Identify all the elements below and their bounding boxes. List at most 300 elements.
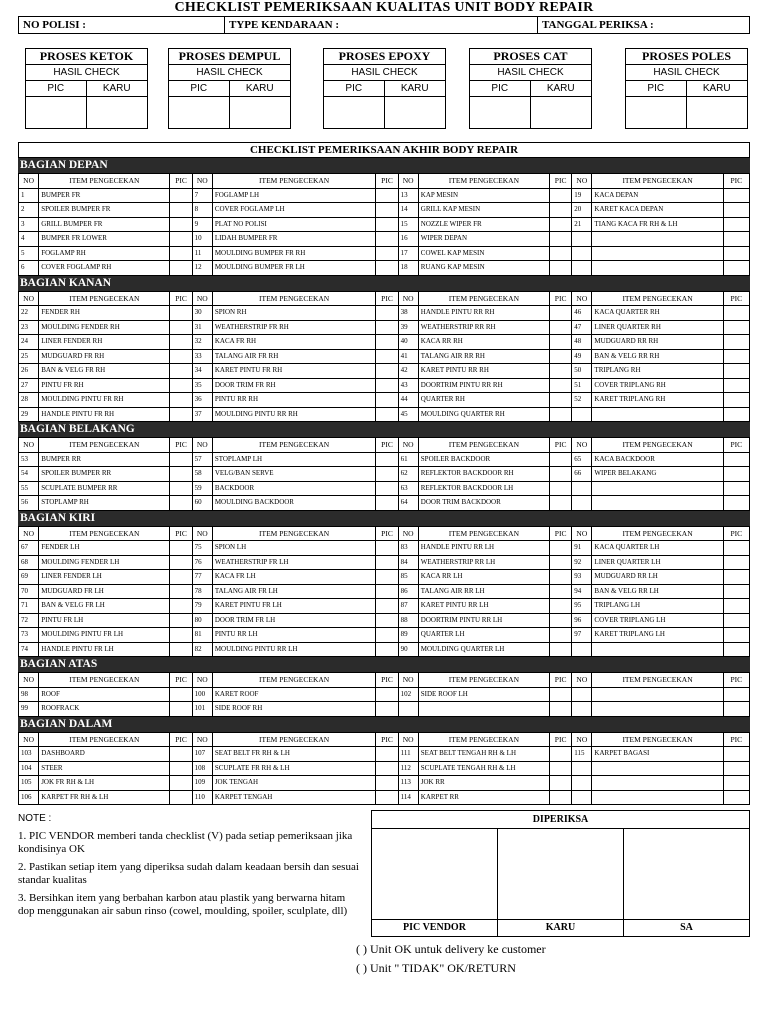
item-name: KACA QUARTER RH	[592, 306, 723, 321]
column-header-no: NO	[398, 291, 418, 306]
pic-check-cell[interactable]	[723, 320, 749, 335]
item-number: 78	[192, 584, 212, 599]
section-header-bagian-depan: BAGIAN DEPAN	[18, 158, 750, 173]
column-header-pic: PIC	[550, 438, 572, 453]
karu-sign-cell[interactable]	[230, 97, 291, 128]
item-number: 69	[19, 570, 39, 585]
item-name: MUDGUARD RR RH	[592, 335, 723, 350]
column-header-no: NO	[19, 291, 39, 306]
table-row	[19, 467, 750, 482]
pic-check-cell[interactable]	[170, 452, 192, 467]
pic-check-cell[interactable]	[723, 452, 749, 467]
item-number: 55	[19, 481, 39, 496]
pic-check-cell[interactable]	[170, 599, 192, 614]
item-number	[572, 761, 592, 776]
pic-check-cell[interactable]	[376, 349, 398, 364]
process-title: PROSES CAT	[470, 49, 591, 65]
item-number: 54	[19, 467, 39, 482]
item-number	[572, 702, 592, 717]
item-name: WIPER DEPAN	[418, 232, 549, 247]
pic-check-cell[interactable]	[170, 776, 192, 791]
pic-check-cell[interactable]	[376, 320, 398, 335]
diperiksa-title: DIPERIKSA	[372, 811, 749, 829]
pic-check-cell[interactable]	[550, 613, 572, 628]
column-header-item: ITEM PENGECEKAN	[212, 732, 376, 747]
pic-check-cell[interactable]	[376, 232, 398, 247]
pic-check-cell[interactable]	[723, 747, 749, 762]
item-name: KARPET TENGAH	[212, 790, 376, 805]
pic-check-cell[interactable]	[170, 407, 192, 422]
pic-check-cell[interactable]	[550, 790, 572, 805]
pic-sign-cell[interactable]	[26, 97, 87, 128]
item-name: ROOFRACK	[39, 702, 170, 717]
column-header-pic: PIC	[376, 673, 398, 688]
pic-check-cell	[723, 261, 749, 276]
pic-check-cell[interactable]	[723, 335, 749, 350]
pic-check-cell[interactable]	[550, 203, 572, 218]
table-row	[19, 790, 750, 805]
pic-check-cell[interactable]	[376, 203, 398, 218]
item-number: 68	[19, 555, 39, 570]
column-header-no: NO	[192, 174, 212, 189]
column-header-item: ITEM PENGECEKAN	[592, 291, 723, 306]
pic-check-cell[interactable]	[550, 349, 572, 364]
pic-check-cell[interactable]	[550, 188, 572, 203]
column-header-item: ITEM PENGECEKAN	[418, 438, 549, 453]
pic-check-cell[interactable]	[550, 452, 572, 467]
item-number: 2	[19, 203, 39, 218]
column-header-item: ITEM PENGECEKAN	[592, 438, 723, 453]
item-name: KAP MESIN	[418, 188, 549, 203]
proses-cat-box	[469, 48, 592, 129]
pic-check-cell[interactable]	[376, 364, 398, 379]
tanggal-periksa-field[interactable]: TANGGAL PERIKSA :	[542, 19, 654, 31]
item-name	[592, 790, 723, 805]
pic-check-cell[interactable]	[376, 496, 398, 511]
pic-check-cell	[723, 232, 749, 247]
hasil-check-label: HASIL CHECK	[626, 65, 747, 81]
item-name: COWEL KAP MESIN	[418, 246, 549, 261]
table-row	[19, 642, 750, 657]
item-name: HANDLE PINTU RR LH	[418, 541, 549, 556]
pic-check-cell[interactable]	[376, 452, 398, 467]
pic-check-cell[interactable]	[170, 378, 192, 393]
pic-check-cell[interactable]	[376, 378, 398, 393]
pic-check-cell[interactable]	[550, 642, 572, 657]
pic-check-cell[interactable]	[170, 349, 192, 364]
pic-check-cell[interactable]	[723, 570, 749, 585]
pic-check-cell[interactable]	[550, 776, 572, 791]
pic-check-cell[interactable]	[723, 467, 749, 482]
item-number: 32	[192, 335, 212, 350]
pic-check-cell[interactable]	[170, 393, 192, 408]
pic-check-cell[interactable]	[170, 335, 192, 350]
pic-check-cell[interactable]	[170, 555, 192, 570]
pic-check-cell[interactable]	[376, 687, 398, 702]
pic-check-cell[interactable]	[550, 747, 572, 762]
pic-check-cell[interactable]	[550, 378, 572, 393]
pic-check-cell[interactable]	[170, 261, 192, 276]
final-checklist	[18, 142, 750, 805]
pic-check-cell[interactable]	[723, 541, 749, 556]
column-header-pic: PIC	[550, 291, 572, 306]
pic-check-cell[interactable]	[723, 188, 749, 203]
pic-check-cell[interactable]	[170, 570, 192, 585]
item-number: 49	[572, 349, 592, 364]
item-number: 107	[192, 747, 212, 762]
pic-check-cell[interactable]	[376, 628, 398, 643]
pic-check-cell[interactable]	[723, 349, 749, 364]
pic-check-cell[interactable]	[723, 393, 749, 408]
item-name: SCUPLATE FR RH & LH	[212, 761, 376, 776]
karu-sign-cell[interactable]	[385, 97, 446, 128]
pic-check-cell[interactable]	[550, 407, 572, 422]
pic-check-cell[interactable]	[550, 335, 572, 350]
table-row	[19, 407, 750, 422]
pic-check-cell[interactable]	[723, 306, 749, 321]
item-name: MUDGUARD FR LH	[39, 584, 170, 599]
item-name: BAN & VELG FR RH	[39, 364, 170, 379]
pic-check-cell[interactable]	[723, 628, 749, 643]
pic-check-cell[interactable]	[550, 467, 572, 482]
column-header-item: ITEM PENGECEKAN	[592, 526, 723, 541]
item-name: COVER TRIPLANG LH	[592, 613, 723, 628]
pic-check-cell[interactable]	[550, 628, 572, 643]
item-number: 74	[19, 642, 39, 657]
item-number: 46	[572, 306, 592, 321]
item-name: JOK FR RH & LH	[39, 776, 170, 791]
checklist-table-bagian-kanan	[18, 291, 750, 423]
item-number: 23	[19, 320, 39, 335]
item-name: LIDAH BUMPER FR	[212, 232, 376, 247]
pic-check-cell[interactable]	[550, 584, 572, 599]
pic-check-cell[interactable]	[723, 364, 749, 379]
pic-check-cell[interactable]	[550, 246, 572, 261]
pic-check-cell[interactable]	[376, 570, 398, 585]
column-header-pic: PIC	[550, 673, 572, 688]
pic-check-cell[interactable]	[550, 496, 572, 511]
pic-check-cell[interactable]	[550, 481, 572, 496]
pic-sign-cell[interactable]	[626, 97, 687, 128]
item-number: 89	[398, 628, 418, 643]
option-unit-ok[interactable]: ( ) Unit OK untuk delivery ke customer	[356, 942, 546, 956]
column-header-item: ITEM PENGECEKAN	[39, 291, 170, 306]
item-number: 42	[398, 364, 418, 379]
type-kendaraan-field[interactable]: TYPE KENDARAAN :	[225, 17, 538, 33]
pic-check-cell[interactable]	[376, 776, 398, 791]
signature-karu[interactable]	[498, 829, 624, 919]
pic-check-cell[interactable]	[550, 364, 572, 379]
item-name: STOPLAMP LH	[212, 452, 376, 467]
item-number: 20	[572, 203, 592, 218]
pic-check-cell[interactable]	[376, 246, 398, 261]
item-name	[592, 687, 723, 702]
item-name: TALANG AIR RR LH	[418, 584, 549, 599]
signature-label-pic-vendor: PIC VENDOR	[372, 920, 498, 936]
item-number: 75	[192, 541, 212, 556]
item-number: 27	[19, 378, 39, 393]
item-name: BAN & VELG RR LH	[592, 584, 723, 599]
option-unit-return[interactable]: ( ) Unit " TIDAK" OK/RETURN	[356, 961, 516, 975]
table-header-row	[19, 673, 750, 688]
pic-sign-cell[interactable]	[324, 97, 385, 128]
item-name: KACA FR RH	[212, 335, 376, 350]
item-number: 15	[398, 217, 418, 232]
item-number: 29	[19, 407, 39, 422]
column-header-no: NO	[192, 732, 212, 747]
pic-check-cell[interactable]	[170, 188, 192, 203]
notes-block	[18, 812, 363, 919]
pic-check-cell[interactable]	[376, 555, 398, 570]
pic-check-cell[interactable]	[723, 613, 749, 628]
signature-pic-vendor[interactable]	[372, 829, 498, 919]
item-number: 39	[398, 320, 418, 335]
item-name	[592, 496, 723, 511]
pic-check-cell[interactable]	[550, 687, 572, 702]
pic-check-cell[interactable]	[550, 232, 572, 247]
item-number: 57	[192, 452, 212, 467]
pic-check-cell[interactable]	[376, 261, 398, 276]
pic-sign-cell[interactable]	[169, 97, 230, 128]
pic-check-cell	[723, 407, 749, 422]
pic-check-cell[interactable]	[376, 393, 398, 408]
pic-check-cell[interactable]	[170, 320, 192, 335]
item-number: 48	[572, 335, 592, 350]
item-number: 1	[19, 188, 39, 203]
pic-check-cell[interactable]	[550, 761, 572, 776]
item-number: 80	[192, 613, 212, 628]
pic-check-cell[interactable]	[170, 246, 192, 261]
item-number: 44	[398, 393, 418, 408]
item-number: 102	[398, 687, 418, 702]
item-number: 30	[192, 306, 212, 321]
column-header-pic: PIC	[550, 526, 572, 541]
item-name	[592, 407, 723, 422]
pic-check-cell[interactable]	[170, 232, 192, 247]
section-header-bagian-atas: BAGIAN ATAS	[18, 657, 750, 672]
pic-check-cell	[723, 481, 749, 496]
pic-check-cell[interactable]	[376, 335, 398, 350]
item-number: 50	[572, 364, 592, 379]
pic-check-cell[interactable]	[550, 306, 572, 321]
pic-check-cell[interactable]	[723, 584, 749, 599]
table-row	[19, 481, 750, 496]
pic-check-cell[interactable]	[170, 467, 192, 482]
column-header-pic: PIC	[550, 732, 572, 747]
item-number: 91	[572, 541, 592, 556]
pic-check-cell[interactable]	[550, 393, 572, 408]
pic-check-cell[interactable]	[550, 555, 572, 570]
item-name: MOULDING BACKDOOR	[212, 496, 376, 511]
pic-check-cell[interactable]	[170, 541, 192, 556]
pic-check-cell[interactable]	[376, 188, 398, 203]
item-number: 72	[19, 613, 39, 628]
item-number: 16	[398, 232, 418, 247]
item-number: 18	[398, 261, 418, 276]
pic-check-cell[interactable]	[550, 320, 572, 335]
column-header-item: ITEM PENGECEKAN	[418, 732, 549, 747]
diperiksa-signature-box	[371, 810, 750, 937]
item-name: REFLEKTOR BACKDOOR RH	[418, 467, 549, 482]
pic-check-cell[interactable]	[376, 702, 398, 717]
notes-header: NOTE :	[18, 813, 52, 824]
pic-check-cell[interactable]	[550, 217, 572, 232]
karu-label: KARU	[400, 83, 429, 94]
column-header-item: ITEM PENGECEKAN	[39, 673, 170, 688]
item-number: 38	[398, 306, 418, 321]
table-row	[19, 687, 750, 702]
pic-check-cell[interactable]	[170, 747, 192, 762]
pic-check-cell	[550, 702, 572, 717]
pic-check-cell[interactable]	[723, 555, 749, 570]
item-number: 110	[192, 790, 212, 805]
table-header-row	[19, 438, 750, 453]
pic-check-cell[interactable]	[170, 642, 192, 657]
column-header-pic: PIC	[723, 438, 749, 453]
pic-label: PIC	[324, 81, 385, 96]
pic-check-cell[interactable]	[170, 628, 192, 643]
table-row	[19, 496, 750, 511]
pic-check-cell[interactable]	[170, 306, 192, 321]
pic-check-cell[interactable]	[170, 496, 192, 511]
item-name: MOULDING QUARTER RH	[418, 407, 549, 422]
item-name: MUDGUARD FR RH	[39, 349, 170, 364]
item-name: COVER FOGLAMP RH	[39, 261, 170, 276]
item-name: KACA RR LH	[418, 570, 549, 585]
item-number	[572, 496, 592, 511]
item-name	[592, 232, 723, 247]
pic-check-cell[interactable]	[170, 761, 192, 776]
pic-check-cell[interactable]	[376, 306, 398, 321]
item-name: STOPLAMP RH	[39, 496, 170, 511]
item-number: 84	[398, 555, 418, 570]
column-header-item: ITEM PENGECEKAN	[212, 673, 376, 688]
pic-check-cell[interactable]	[170, 217, 192, 232]
pic-check-cell[interactable]	[550, 261, 572, 276]
column-header-no: NO	[19, 732, 39, 747]
item-name: SCUPLATE BUMPER RR	[39, 481, 170, 496]
item-name: SCUPLATE TENGAH RH & LH	[418, 761, 549, 776]
no-polisi-field[interactable]: NO POLISI :	[19, 17, 225, 33]
pic-check-cell[interactable]	[723, 203, 749, 218]
pic-check-cell[interactable]	[170, 790, 192, 805]
pic-check-cell[interactable]	[170, 481, 192, 496]
pic-check-cell[interactable]	[376, 790, 398, 805]
item-name: KARET TRIPLANG RH	[592, 393, 723, 408]
item-number: 5	[19, 246, 39, 261]
item-name: BUMPER FR LOWER	[39, 232, 170, 247]
pic-check-cell[interactable]	[376, 481, 398, 496]
item-name: FENDER LH	[39, 541, 170, 556]
pic-sign-cell[interactable]	[470, 97, 531, 128]
signature-sa[interactable]	[624, 829, 749, 919]
section-header-bagian-kiri: BAGIAN KIRI	[18, 511, 750, 526]
pic-check-cell[interactable]	[376, 541, 398, 556]
item-name: MOULDING BUMPER FR LH	[212, 261, 376, 276]
pic-check-cell[interactable]	[723, 378, 749, 393]
item-name	[592, 761, 723, 776]
item-name: BUMPER FR	[39, 188, 170, 203]
table-row	[19, 217, 750, 232]
pic-check-cell[interactable]	[550, 599, 572, 614]
column-header-no: NO	[398, 673, 418, 688]
item-number: 97	[572, 628, 592, 643]
pic-check-cell[interactable]	[170, 364, 192, 379]
item-name: LINER FENDER RH	[39, 335, 170, 350]
pic-check-cell[interactable]	[376, 642, 398, 657]
column-header-pic: PIC	[723, 291, 749, 306]
column-header-item: ITEM PENGECEKAN	[39, 174, 170, 189]
karu-sign-cell[interactable]	[687, 97, 748, 128]
pic-check-cell[interactable]	[376, 217, 398, 232]
pic-check-cell[interactable]	[170, 203, 192, 218]
item-name: FOGLAMP RH	[39, 246, 170, 261]
item-name: FENDER RH	[39, 306, 170, 321]
item-number: 73	[19, 628, 39, 643]
item-name: SPION RH	[212, 306, 376, 321]
item-name: GRILL KAP MESIN	[418, 203, 549, 218]
item-number	[572, 261, 592, 276]
pic-check-cell[interactable]	[376, 584, 398, 599]
pic-check-cell	[723, 246, 749, 261]
karu-sign-cell[interactable]	[531, 97, 592, 128]
pic-check-cell[interactable]	[723, 217, 749, 232]
pic-check-cell[interactable]	[170, 584, 192, 599]
item-name: MOULDING PINTU FR LH	[39, 628, 170, 643]
item-name: DOOR TRIM FR RH	[212, 378, 376, 393]
pic-check-cell[interactable]	[170, 613, 192, 628]
table-row	[19, 584, 750, 599]
pic-check-cell[interactable]	[170, 702, 192, 717]
column-header-item: ITEM PENGECEKAN	[212, 291, 376, 306]
item-name: BUMPER RR	[39, 452, 170, 467]
pic-check-cell[interactable]	[170, 687, 192, 702]
pic-check-cell	[723, 702, 749, 717]
karu-sign-cell[interactable]	[87, 97, 148, 128]
pic-check-cell[interactable]	[376, 747, 398, 762]
pic-check-cell[interactable]	[376, 599, 398, 614]
item-number	[572, 776, 592, 791]
pic-check-cell[interactable]	[376, 761, 398, 776]
table-row	[19, 702, 750, 717]
karu-label: KARU	[102, 83, 131, 94]
proses-epoxy-box	[323, 48, 446, 129]
item-number: 53	[19, 452, 39, 467]
item-name: GRILL BUMPER FR	[39, 217, 170, 232]
item-number: 99	[19, 702, 39, 717]
table-row	[19, 261, 750, 276]
item-name: QUARTER LH	[418, 628, 549, 643]
item-number: 45	[398, 407, 418, 422]
pic-check-cell[interactable]	[376, 467, 398, 482]
column-header-pic: PIC	[170, 526, 192, 541]
item-name: HANDLE PINTU RR RH	[418, 306, 549, 321]
table-row	[19, 393, 750, 408]
table-row	[19, 349, 750, 364]
item-number: 33	[192, 349, 212, 364]
item-number	[572, 232, 592, 247]
item-number: 105	[19, 776, 39, 791]
pic-check-cell[interactable]	[376, 613, 398, 628]
column-header-item: ITEM PENGECEKAN	[39, 732, 170, 747]
pic-check-cell[interactable]	[376, 407, 398, 422]
pic-check-cell[interactable]	[550, 570, 572, 585]
table-row	[19, 364, 750, 379]
pic-check-cell[interactable]	[723, 599, 749, 614]
pic-check-cell[interactable]	[550, 541, 572, 556]
item-number	[572, 246, 592, 261]
note-item: 2. Pastikan setiap item yang diperiksa sudah dalam keadaan bersih dan sesuai standar kualitas	[18, 860, 359, 886]
